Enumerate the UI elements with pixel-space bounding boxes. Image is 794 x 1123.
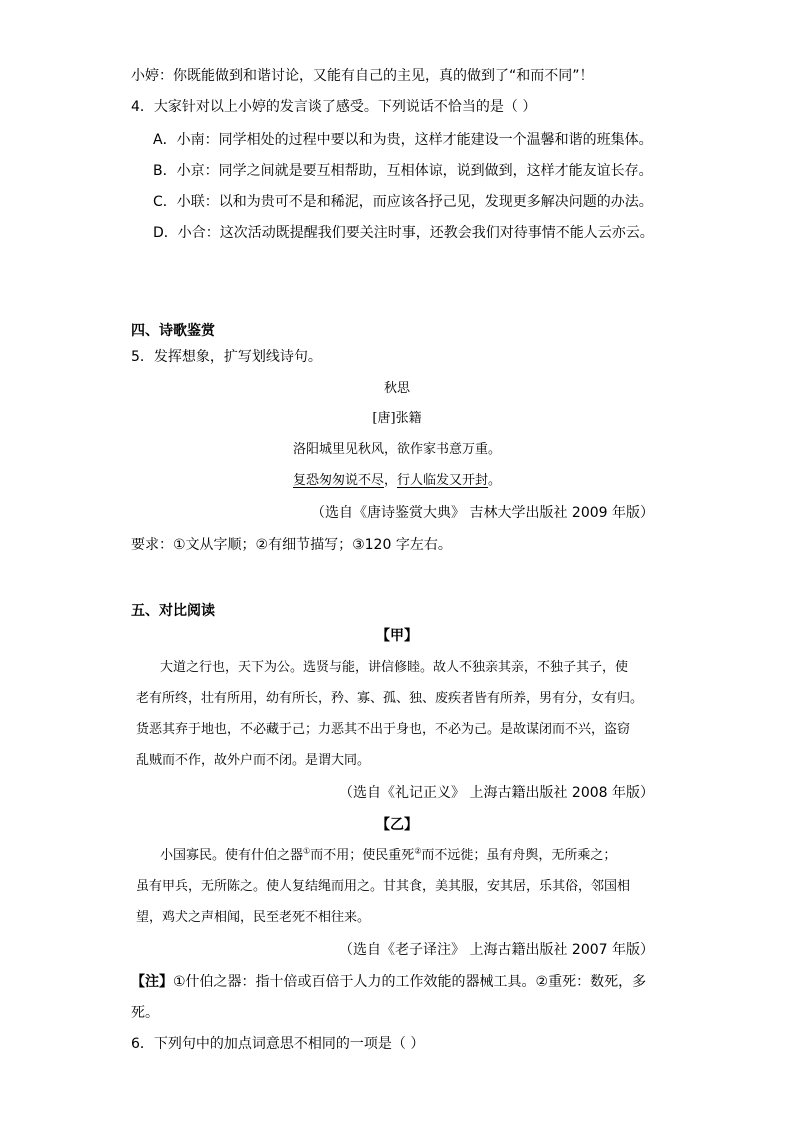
q5-requirement: 要求：①文从字顺；②有细节描写；③120 字左右。 [131, 537, 452, 553]
footnote-marker-2: ② [414, 846, 422, 856]
poem-author: [唐]张籍 [372, 411, 422, 426]
footnote-label: 【注】 [131, 974, 173, 990]
passage-jia-line-3: 货恶其弃于地也，不必藏于己；力恶其不出于身也，不必为己。是故谋闭而不兴，盗窃 [136, 722, 631, 737]
q5-stem: 5．发挥想象，扩写划线诗句。 [131, 349, 322, 365]
footnote-marker-1: ① [303, 846, 311, 856]
q4-stem: 4．大家针对以上小婷的发言谈了感受。下列说话不恰当的是（ ） [131, 99, 537, 115]
poem-line-2-comma: ， [383, 473, 397, 488]
passage-jia-line-1: 大道之行也，天下为公。选贤与能，讲信修睦。故人不独亲其亲，不独子其子，使 [160, 660, 629, 675]
footnote-text: ①什伯之器：指十倍或百倍于人力的工作效能的器械工具。②重死：数死，多 [173, 974, 647, 990]
section-heading-poetry: 四、诗歌鉴赏 [131, 323, 215, 339]
passage-yi-line-1-part-a: 小国寡民。使有什伯之器 [160, 848, 304, 863]
section-heading-comparison: 五、对比阅读 [131, 603, 215, 619]
passage-yi-line-2: 虽有甲兵，无所陈之。使人复结绳而用之。甘其食，美其服，安其居，乐其俗，邻国相 [136, 879, 631, 894]
poem-line-2-period: 。 [488, 473, 502, 488]
poem-source: （选自《唐诗鉴赏大典》 吉林大学出版社 2009 年版） [311, 505, 654, 521]
passage-yi-line-1-part-c: 而不远徙；虽有舟舆，无所乘之； [421, 848, 617, 863]
q4-option-d: D．小合：这次活动既提醒我们要关注时事，还教会我们对待事情不能人云亦云。 [153, 225, 654, 241]
passage-jia-line-4: 乱贼而不作，故外户而不闭。是谓大同。 [136, 753, 371, 768]
q4-option-a: A．小南：同学相处的过程中要以和为贵，这样才能建设一个温馨和谐的班集体。 [153, 132, 653, 148]
q6-stem: 6．下列句中的加点词意思不相同的一项是（ ） [131, 1036, 425, 1052]
q4-option-b: B．小京：同学之间就是要互相帮助，互相体谅，说到做到，这样才能友谊长存。 [153, 163, 653, 179]
poem-line-1: 洛阳城里见秋风，欲作家书意万重。 [292, 442, 501, 457]
q3-closing-line: 小婷：你既能做到和谐讨论，又能有自己的主见，真的做到了“和而不同”！ [131, 68, 594, 84]
q4-option-c: C．小联：以和为贵可不是和稀泥，而应该各抒己见，发现更多解决问题的办法。 [153, 194, 653, 210]
passage-yi-title: 【乙】 [376, 817, 418, 833]
poem-line-2-underlined-a: 复恐匆匆说不尽 [292, 473, 384, 488]
passage-yi-source: （选自《老子译注》 上海古籍出版社 2007 年版） [339, 942, 654, 958]
poem-title: 秋思 [383, 381, 410, 396]
poem-line-2-underlined-b: 行人临发又开封 [397, 473, 489, 488]
footnote-line-2: 死。 [131, 1005, 159, 1021]
passage-yi-line-1 [160, 846, 616, 866]
passage-jia-source: （选自《礼记正义》 上海古籍出版社 2008 年版） [339, 785, 654, 801]
footnote-line-1 [131, 972, 646, 992]
passage-yi-line-1-part-b: 而不用；使民重死 [310, 848, 415, 863]
passage-jia-line-2: 老有所终，壮有所用，幼有所长，矜、寡、孤、独、废疾者皆有所养，男有分，女有归。 [136, 691, 644, 706]
passage-jia-title: 【甲】 [376, 628, 418, 644]
poem-line-2 [0, 471, 794, 491]
passage-yi-line-3: 望，鸡犬之声相闻，民至老死不相往来。 [136, 910, 371, 925]
